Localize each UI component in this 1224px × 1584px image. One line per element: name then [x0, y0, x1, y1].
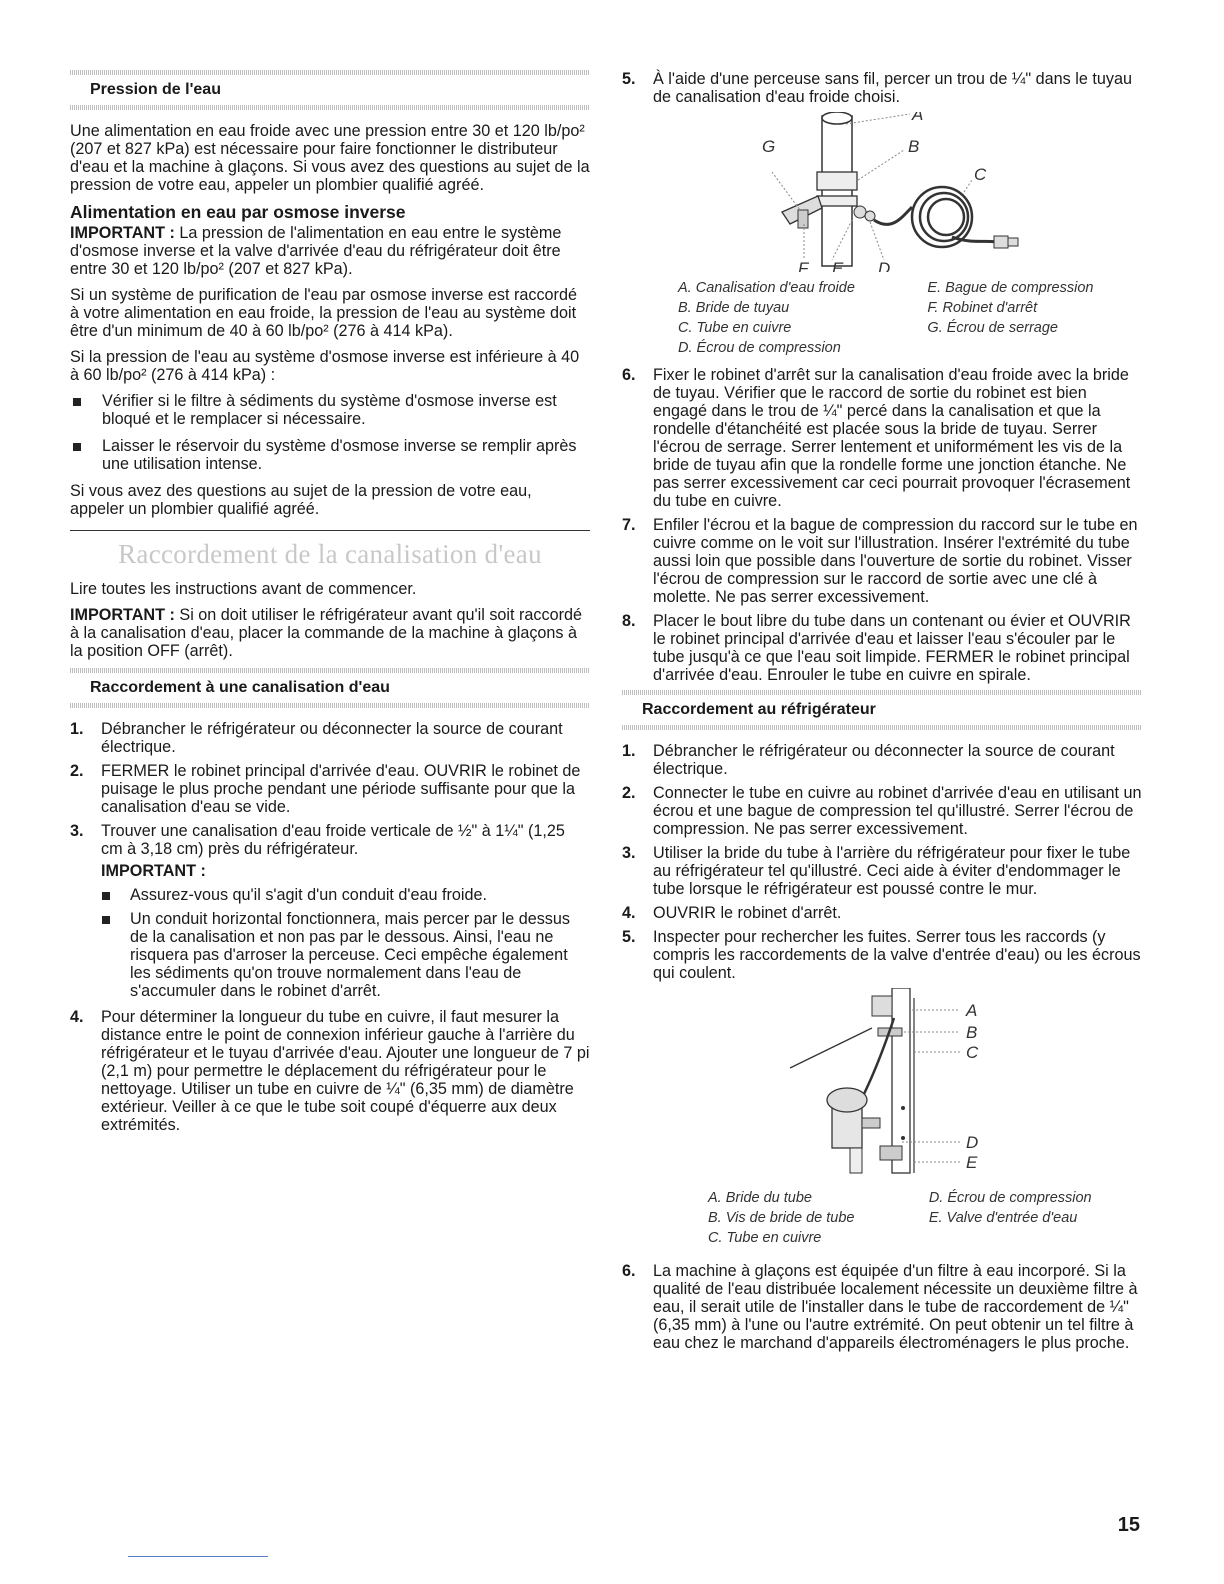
- figure-letter-a: A: [966, 1001, 978, 1020]
- left-column: [70, 70, 590, 1140]
- step-item: 4. Pour déterminer la longueur du tube en cuivre, il faut mesurer la distance entre le point de connexion inférieur gauche à l'arrière du réfrigérateur et le tuyau d'arrivée d'eau. Ajouter une longueur de 7 pi (2,1 m) pour permettre le déplacement du réfrigérateur pour le nettoyage. Utiliser un tube en cuivre de ¼" (6,35 mm) de diamètre extérieur. Veiller à ce que le tube soit coupé d'équerre aux deux extrémités.: [70, 1008, 590, 1134]
- figure-shutoff-valve: [622, 112, 1142, 272]
- subheading-canalisation: Raccordement à une canalisation d'eau: [70, 668, 590, 708]
- caption-column-left: A. Canalisation d'eau froide B. Bride de tuyau C. Tube en cuivre D. Écrou de compression: [678, 280, 855, 356]
- section-title: Raccordement de la canalisation d'eau: [118, 539, 542, 569]
- caption-column-right: D. Écrou de compression E. Valve d'entrée d'eau: [928, 1190, 1092, 1226]
- caption-column-right: E. Bague de compression F. Robinet d'arrêt G. Écrou de serrage: [927, 280, 1094, 336]
- step-item: 6. La machine à glaçons est équipée d'un filtre à eau incorporé. Si la qualité de l'eau distribuée localement nécessite un deuxième filtre à eau, il serait utile de l'installer dans le tube de raccordement de ¼" (6,35 mm) à l'une ou l'autre extrémité. On peut obtenir un tel filtre à eau chez le marchand d'appareils électroménagers le plus proche.: [622, 1262, 1138, 1352]
- step-item: 2. FERMER le robinet principal d'arrivée d'eau. OUVRIR le robinet de puisage le plus proche pendant une période suffisante pour que la canalisation d'eau se vide.: [70, 762, 581, 816]
- step-item: 4. OUVRIR le robinet d'arrêt.: [622, 904, 842, 922]
- figure-caption-water-valve: [708, 1188, 1142, 1248]
- osmose-paragraph-3: Si la pression de l'eau au système d'osmose inverse est inférieure à 40 à 60 lb/po² (276 à 414 kPa) :: [70, 348, 580, 384]
- pression-paragraph: Une alimentation en eau froide avec une pression entre 30 et 120 lb/po² (207 et 827 kPa) est nécessaire pour faire fonctionner le distributeur d'eau et la machine à glaçons. Si vous avez des questions au sujet de la pression de votre eau, appeler un plombier qualifié agréé.: [70, 122, 590, 194]
- step-item: 1. Débrancher le réfrigérateur ou déconnecter la source de courant électrique.: [622, 742, 1115, 778]
- right-column: [622, 70, 1142, 1358]
- osmose-paragraph-2: Si un système de purification de l'eau par osmose inverse est raccordé à votre alimentation en eau froide, la pression de l'eau au système doit être d'un minimum de 40 à 60 lb/po² (276 à 414 kPa).: [70, 286, 577, 340]
- step3-important: IMPORTANT :: [101, 862, 206, 880]
- osmose-important: IMPORTANT : La pression de l'alimentation en eau entre le système d'osmose inverse et la valve d'arrivée d'eau du réfrigérateur doit être entre 30 et 120 lb/po² (207 et 827 kPa).: [70, 224, 562, 278]
- figure-letter-c: C: [966, 1043, 979, 1062]
- footer-rule: [128, 1556, 268, 1557]
- osmose-paragraph-4: Si vous avez des questions au sujet de la pression de votre eau, appeler un plombier qualifié agréé.: [70, 482, 532, 518]
- figure-letter-g: G: [762, 137, 776, 156]
- caption-column-left: A. Bride du tube B. Vis de bride de tube C. Tube en cuivre: [708, 1190, 855, 1246]
- osmose-bullet-list: [70, 392, 590, 473]
- step-item: 3. Trouver une canalisation d'eau froide verticale de ½" à 1¼" (1,25 cm à 3,18 cm) près du réfrigérateur. IMPORTANT : Assurez-vous qu'il s'agit d'un conduit d'eau froide. Un conduit horizontal fonctionnera, mais percer par le dessus de la canalisation et non pas par le dessous. Ainsi, l'eau ne risquera pas d'arroser la perceuse. Ceci empêche également les sédiments qu'on trouve normalement dans l'eau de s'accumuler dans le robinet d'arrêt.: [70, 822, 590, 1000]
- step-item: 8. Placer le bout libre du tube dans un contenant ou évier et OUVRIR le robinet principal d'arrivée d'eau et laisser l'eau s'écouler par le tube jusqu'à ce que l'eau soit limpide. FERMER le robinet principal d'arrivée d'eau. Enrouler le tube en cuivre en spirale.: [622, 612, 1131, 684]
- figure-letter-d: D: [878, 259, 891, 272]
- step-item: 5. À l'aide d'une perceuse sans fil, percer un trou de ¼" dans le tuyau de canalisation d'eau froide choisi.: [622, 70, 1132, 106]
- step-item: 1. Débrancher le réfrigérateur ou déconnecter la source de courant électrique.: [70, 720, 563, 756]
- step-item: 5. Inspecter pour rechercher les fuites. Serrer tous les raccords (y compris les raccordements de la valve d'entrée d'eau) ou les écrous qui coulent.: [622, 928, 1141, 982]
- figure-letter-c: C: [974, 165, 987, 184]
- shutoff-steps: [622, 366, 1142, 684]
- step-item: 2. Connecter le tube en cuivre au robinet d'arrivée d'eau en utilisant un écrou et une bague de compression tel qu'illustré. Serrer l'écrou de compression. Ne pas serrer excessivement.: [622, 784, 1142, 838]
- subheading-refrigerateur: Raccordement au réfrigérateur: [622, 690, 1142, 730]
- canalisation-steps: [70, 720, 590, 1134]
- step-item: 6. Fixer le robinet d'arrêt sur la canalisation d'eau froide avec la bride de tuyau. Vérifier que le raccord de sortie du robinet est bien engagé dans le trou de ¼" percé dans la canalisation et que la rondelle d'étanchéité est placée sous la bride de tuyau. Serrer l'écrou de serrage. Serrer lentement et uniformément les vis de la bride de tuyau afin que la rondelle forme une jonction étanche. Ne pas serrer excessivement car ceci pourrait provoquer l'écrasement du tube en cuivre.: [622, 366, 1131, 510]
- figure-letter-b: B: [966, 1023, 978, 1042]
- figure-letter-d: D: [966, 1133, 979, 1152]
- filter-step: [622, 1262, 1142, 1352]
- step-item: 3. Utiliser la bride du tube à l'arrière du réfrigérateur pour fixer le tube au réfrigérateur tel qu'illustré. Ceci aide à éviter d'endommager le tube lorsque le réfrigérateur est poussé contre le mur.: [622, 844, 1131, 898]
- section-important: IMPORTANT : Si on doit utiliser le réfrigérateur avant qu'il soit raccordé à la canalisation d'eau, placer la commande de la machine à glaçons à la position OFF (arrêt).: [70, 606, 582, 660]
- list-item: Assurez-vous qu'il s'agit d'un conduit d'eau froide.: [99, 886, 590, 904]
- figure-letter-b: B: [908, 137, 920, 156]
- section-divider: [70, 530, 590, 531]
- list-item: Un conduit horizontal fonctionnera, mais percer par le dessus de la canalisation et non pas par le dessous. Ainsi, l'eau ne risquera pas d'arroser la perceuse. Ceci empêche également les sédiments qu'on trouve normalement dans l'eau de s'accumuler dans le robinet d'arrêt.: [99, 910, 590, 1000]
- figure-letter-e: E: [832, 259, 844, 272]
- water-valve-illustration: [622, 988, 1142, 1178]
- heading-osmose: Alimentation en eau par osmose inverse: [70, 202, 406, 222]
- subheading-pression: Pression de l'eau: [70, 70, 590, 110]
- figure-letter-f: F: [798, 259, 809, 272]
- shutoff-valve-illustration: [622, 112, 1142, 272]
- list-item: Vérifier si le filtre à sédiments du système d'osmose inverse est bloqué et le remplacer si nécessaire.: [70, 392, 590, 428]
- figure-letter-a: A: [912, 112, 924, 124]
- page-number: 15: [1117, 1514, 1140, 1536]
- figure-water-valve: [622, 988, 1142, 1178]
- step-item: 7. Enfiler l'écrou et la bague de compression du raccord sur le tube en cuivre comme on le voit sur l'illustration. Insérer l'extrémité du tube aussi loin que possible dans l'ouverture de sortie du robinet. Visser l'écrou de compression sur le raccord de sortie avec une clé à molette. Ne pas serrer excessivement.: [622, 516, 1138, 606]
- drill-step: [622, 70, 1142, 106]
- refrigerateur-steps: [622, 742, 1142, 982]
- figure-letter-e: E: [966, 1153, 978, 1172]
- figure-caption-shutoff: [678, 278, 1142, 358]
- list-item: Laisser le réservoir du système d'osmose inverse se remplir après une utilisation intense.: [70, 437, 590, 473]
- read-all-instructions: Lire toutes les instructions avant de commencer.: [70, 580, 417, 598]
- step3-bullet-list: [99, 886, 590, 1000]
